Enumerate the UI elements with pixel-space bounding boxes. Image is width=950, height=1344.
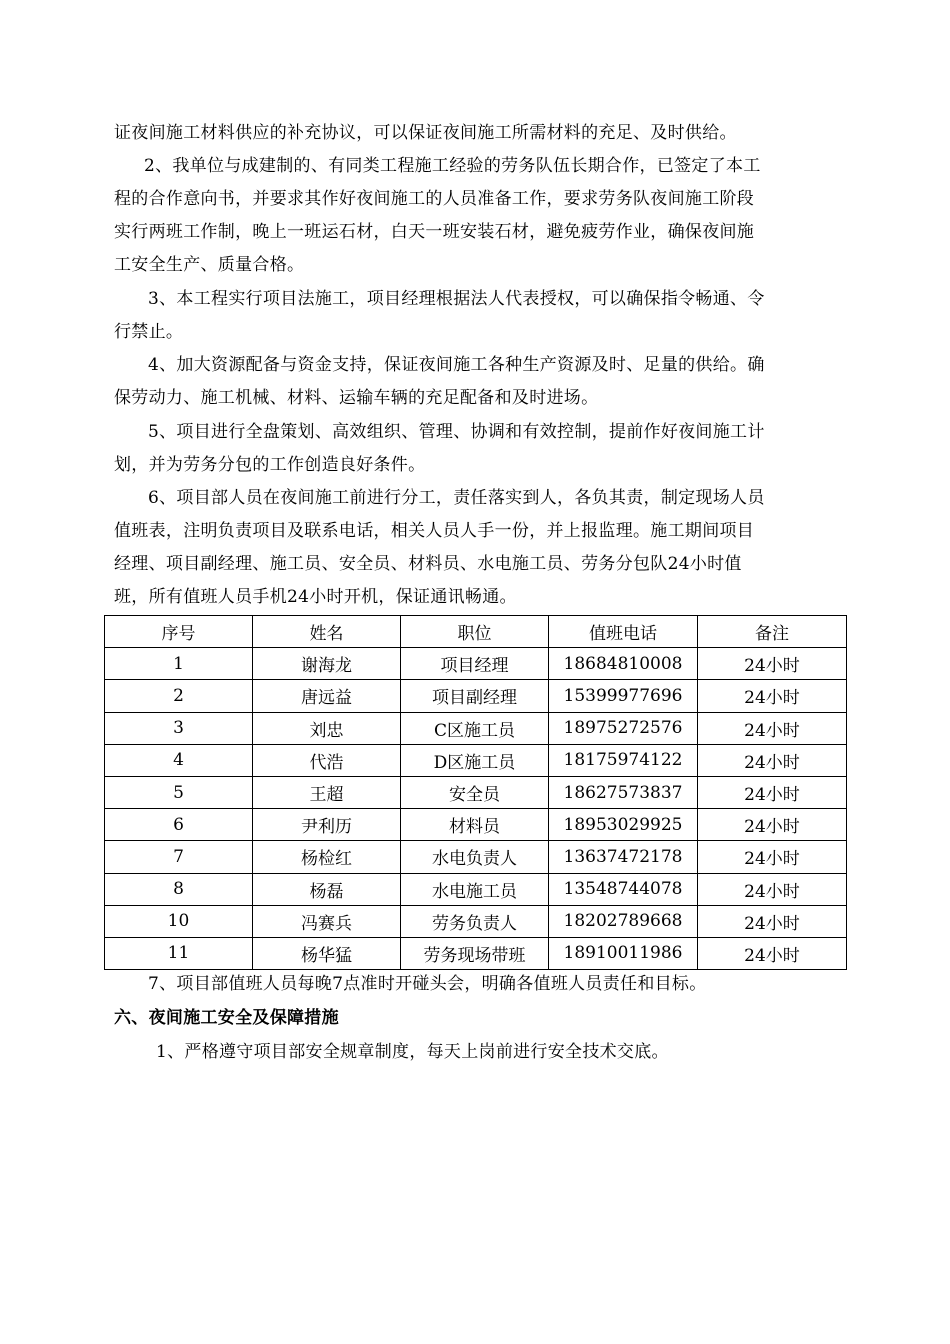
paragraph-line: 保劳动力、施工机械、材料、运输车辆的充足配备和及时进场。 — [114, 388, 599, 408]
table-header-row — [105, 616, 847, 648]
table-row — [105, 905, 847, 937]
cell-index: 11 — [105, 937, 253, 969]
paragraph-line: 实行两班工作制，晚上一班运石材，白天一班安装石材，避免疲劳作业，确保夜间施 — [114, 222, 755, 242]
table-row — [105, 776, 847, 808]
cell-position: 劳务现场带班 — [401, 937, 549, 969]
table-row — [105, 841, 847, 873]
cell-position: 水电施工员 — [401, 873, 549, 905]
paragraph-line: 工安全生产、质量合格。 — [114, 255, 305, 275]
paragraph-line: 值班表，注明负责项目及联系电话，相关人员人手一份，并上报监理。施工期间项目 — [114, 521, 755, 541]
header-note: 备注 — [698, 616, 847, 648]
table-row — [105, 809, 847, 841]
cell-note: 24小时 — [698, 841, 847, 873]
cell-position: 劳务负责人 — [401, 905, 549, 937]
paragraph-line: 7、项目部值班人员每晚7点准时开碰头会，明确各值班人员责任和目标。 — [148, 974, 707, 994]
paragraph-line: 班，所有值班人员手机24小时开机，保证通讯畅通。 — [114, 587, 517, 607]
cell-phone: 18202789668 — [549, 905, 698, 937]
paragraph-line: 3、本工程实行项目法施工，项目经理根据法人代表授权，可以确保指令畅通、令 — [148, 289, 765, 309]
cell-phone: 15399977696 — [549, 680, 698, 712]
cell-name: 谢海龙 — [253, 648, 401, 680]
cell-name: 尹利历 — [253, 809, 401, 841]
header-index: 序号 — [105, 616, 253, 648]
cell-note: 24小时 — [698, 680, 847, 712]
cell-index: 1 — [105, 648, 253, 680]
cell-index: 7 — [105, 841, 253, 873]
cell-position: 安全员 — [401, 776, 549, 808]
cell-name: 唐远益 — [253, 680, 401, 712]
table-row — [105, 744, 847, 776]
cell-index: 8 — [105, 873, 253, 905]
paragraph-line: 5、项目进行全盘策划、高效组织、管理、协调和有效控制，提前作好夜间施工计 — [148, 422, 765, 442]
cell-name: 杨华猛 — [253, 937, 401, 969]
cell-position: 水电负责人 — [401, 841, 549, 873]
cell-note: 24小时 — [698, 905, 847, 937]
cell-note: 24小时 — [698, 873, 847, 905]
table-row — [105, 680, 847, 712]
table-row — [105, 937, 847, 969]
cell-note: 24小时 — [698, 648, 847, 680]
table-row — [105, 873, 847, 905]
cell-phone: 13548744078 — [549, 873, 698, 905]
cell-index: 2 — [105, 680, 253, 712]
cell-index: 10 — [105, 905, 253, 937]
paragraph-line: 行禁止。 — [114, 322, 184, 342]
cell-name: 杨检红 — [253, 841, 401, 873]
cell-name: 刘忠 — [253, 712, 401, 744]
cell-index: 6 — [105, 809, 253, 841]
paragraph-line: 证夜间施工材料供应的补充协议，可以保证夜间施工所需材料的充足、及时供给。 — [114, 123, 737, 143]
cell-position: C区施工员 — [401, 712, 549, 744]
cell-note: 24小时 — [698, 712, 847, 744]
cell-index: 5 — [105, 776, 253, 808]
cell-position: 材料员 — [401, 809, 549, 841]
cell-phone: 13637472178 — [549, 841, 698, 873]
paragraph-line: 2、我单位与成建制的、有同类工程施工经验的劳务队伍长期合作，已签定了本工 — [144, 156, 761, 176]
cell-phone: 18953029925 — [549, 809, 698, 841]
cell-position: 项目经理 — [401, 648, 549, 680]
cell-index: 3 — [105, 712, 253, 744]
paragraph-line: 划，并为劳务分包的工作创造良好条件。 — [114, 455, 426, 475]
paragraph-line: 1、严格遵守项目部安全规章制度，每天上岗前进行安全技术交底。 — [156, 1042, 669, 1062]
header-position: 职位 — [401, 616, 549, 648]
cell-phone: 18684810008 — [549, 648, 698, 680]
table-row — [105, 648, 847, 680]
cell-phone: 18910011986 — [549, 937, 698, 969]
cell-phone: 18975272576 — [549, 712, 698, 744]
cell-position: 项目副经理 — [401, 680, 549, 712]
cell-index: 4 — [105, 744, 253, 776]
header-phone: 值班电话 — [549, 616, 698, 648]
cell-name: 杨磊 — [253, 873, 401, 905]
paragraph-line: 4、加大资源配备与资金支持，保证夜间施工各种生产资源及时、足量的供给。确 — [148, 355, 765, 375]
paragraph-line: 经理、项目副经理、施工员、安全员、材料员、水电施工员、劳务分包队24小时值 — [114, 554, 742, 574]
cell-note: 24小时 — [698, 744, 847, 776]
cell-note: 24小时 — [698, 809, 847, 841]
cell-phone: 18627573837 — [549, 776, 698, 808]
cell-name: 代浩 — [253, 744, 401, 776]
paragraph-line: 程的合作意向书，并要求其作好夜间施工的人员准备工作，要求劳务队夜间施工阶段 — [114, 189, 755, 209]
paragraph-line: 6、项目部人员在夜间施工前进行分工，责任落实到人，各负其责，制定现场人员 — [148, 488, 765, 508]
section-heading: 六、夜间施工安全及保障措施 — [114, 1008, 339, 1028]
table-row — [105, 712, 847, 744]
cell-phone: 18175974122 — [549, 744, 698, 776]
cell-position: D区施工员 — [401, 744, 549, 776]
duty-roster-table — [104, 615, 847, 970]
cell-name: 冯赛兵 — [253, 905, 401, 937]
cell-name: 王超 — [253, 776, 401, 808]
header-name: 姓名 — [253, 616, 401, 648]
cell-note: 24小时 — [698, 776, 847, 808]
cell-note: 24小时 — [698, 937, 847, 969]
